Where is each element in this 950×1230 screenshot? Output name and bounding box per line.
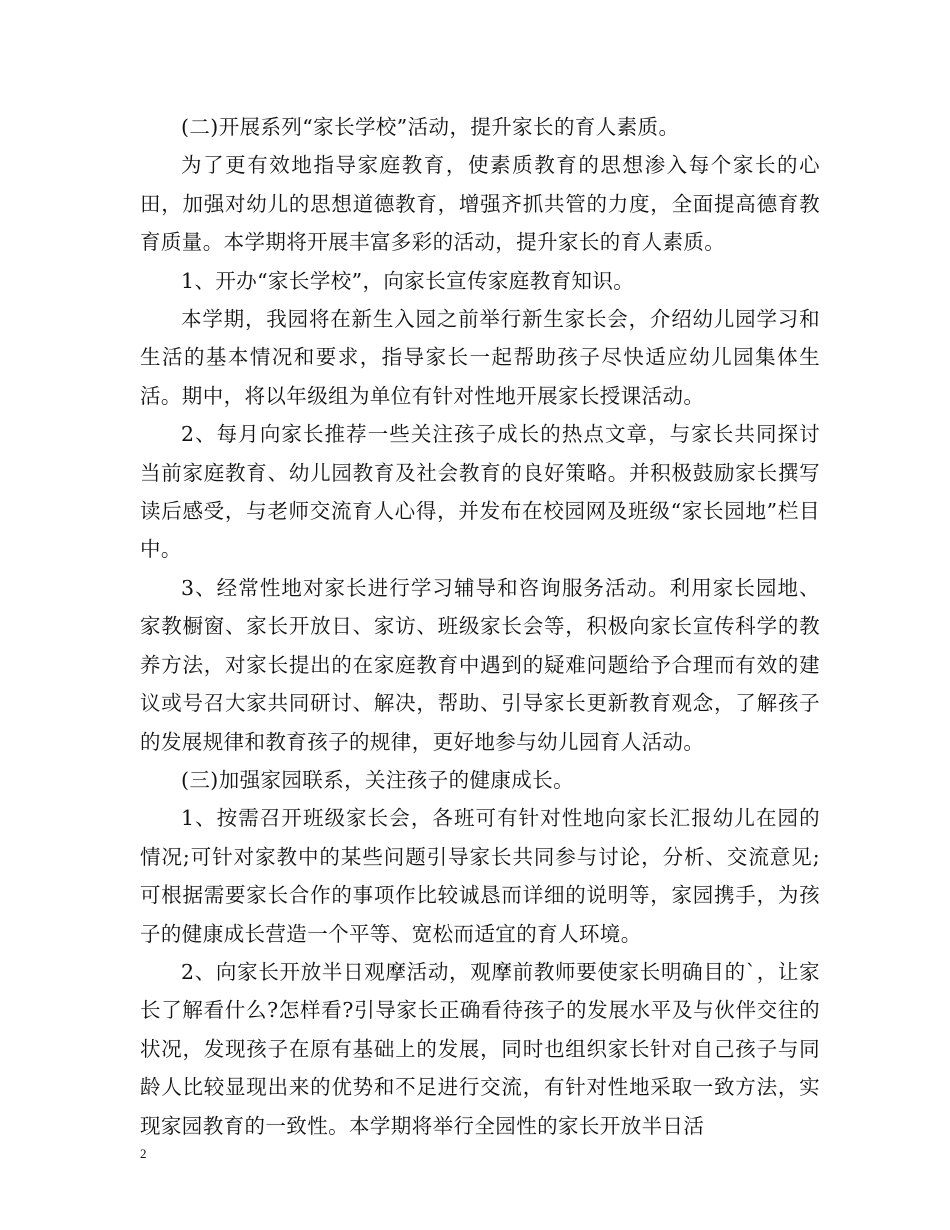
list-item-heading: 1、开办“家长学校”，向家长宣传家庭教育知识。 (181, 268, 635, 293)
page-number: 2 (140, 1146, 147, 1161)
section-heading-3: (三)加强家园联系，关注孩子的健康成长。 (181, 767, 574, 792)
section-heading-2: (二)开展系列“家长学校”活动，提升家长的育人素质。 (181, 115, 680, 139)
list-item: 3、经常性地对家长进行学习辅导和咨询服务活动。利用家长园地、家教橱窗、家长开放日、家访、班级家长会等，积极向家长宣传科学的教养方法，对家长提出的在家庭教育中遇到的疑难问题给予合理而有效的建议或号召大家共同研讨、解决，帮助、引导家长更新教育观念，了解孩子的发展规律和教育孩子的规律，更好地参与幼儿园育人活动。 (140, 575, 820, 754)
body-text (140, 108, 820, 1145)
list-item: 1、按需召开班级家长会，各班可有针对性地向家长汇报幼儿在园的情况;可针对家教中的某些问题引导家长共同参与讨论，分析、交流意见;可根据需要家长合作的事项作比较诚恳而详细的说明等，家园携手，为孩子的健康成长营造一个平等、宽松而适宜的育人环境。 (140, 806, 820, 946)
list-item: 2、向家长开放半日观摩活动，观摩前教师要使家长明确目的`，让家长了解看什么?怎样看?引导家长正确看待孩子的发展水平及与伙伴交往的状况，发现孩子在原有基础上的发展，同时也组织家长针对自己孩子与同龄人比较显现出来的优势和不足进行交流，有针对性地采取一致方法，实现家园教育的一致性。本学期将举行全园性的家长开放半日活 (140, 959, 820, 1138)
paragraph: 为了更有效地指导家庭教育，使素质教育的思想渗入每个家长的心田，加强对幼儿的思想道德教育，增强齐抓共管的力度，全面提高德育教育质量。本学期将开展丰富多彩的活动，提升家长的育人素质。 (140, 153, 820, 255)
list-item: 2、每月向家长推荐一些关注孩子成长的热点文章，与家长共同探讨当前家庭教育、幼儿园教育及社会教育的良好策略。并积极鼓励家长撰写读后感受，与老师交流育人心得，并发布在校园网及班级“家长园地”栏目中。 (140, 422, 820, 562)
paragraph: 本学期，我园将在新生入园之前举行新生家长会，介绍幼儿园学习和生活的基本情况和要求，指导家长一起帮助孩子尽快适应幼儿园集体生活。期中，将以年级组为单位有针对性地开展家长授课活动。 (140, 307, 820, 408)
